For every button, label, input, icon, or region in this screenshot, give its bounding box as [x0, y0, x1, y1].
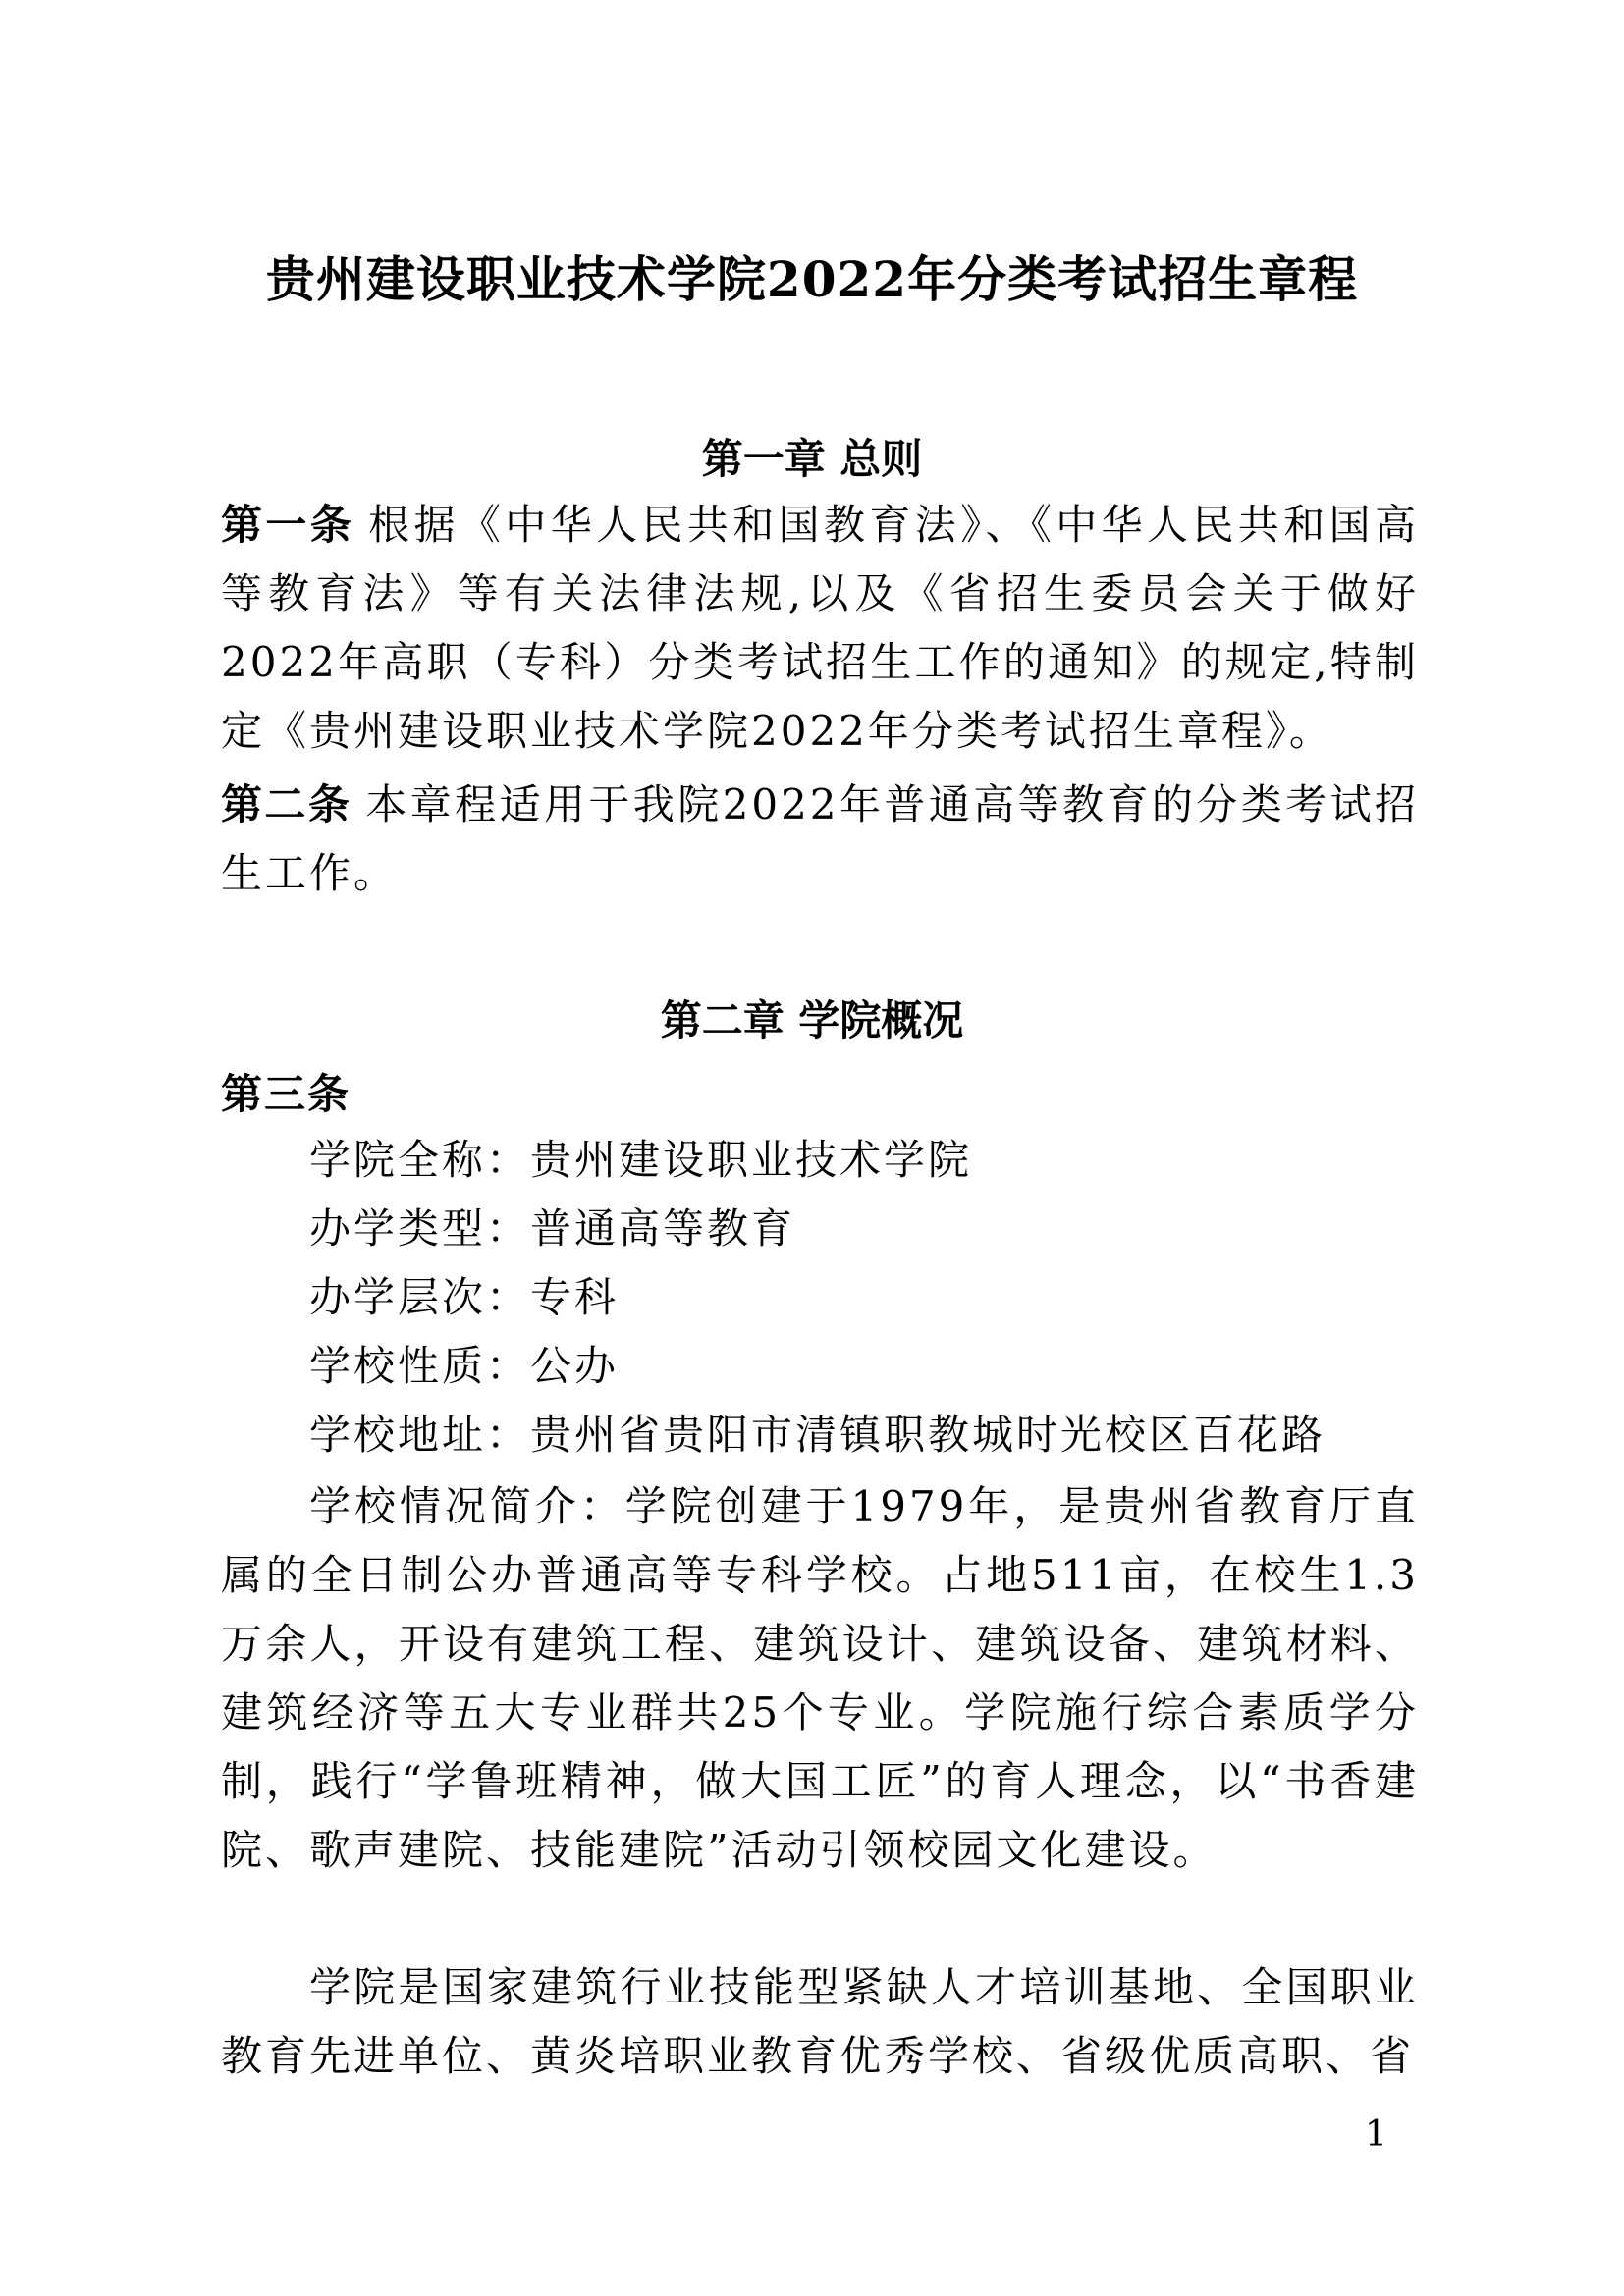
article-1-label: 第一条 — [221, 501, 355, 549]
chapter-2-heading: 第二章 学院概况 — [660, 996, 964, 1044]
school-nature-field: 学校性质：公办 — [309, 1342, 620, 1390]
article-3-label: 第三条 — [221, 1070, 352, 1118]
article-2 — [221, 771, 1419, 908]
school-level-field: 办学层次：专科 — [309, 1273, 620, 1321]
school-address-field: 学校地址：贵州省贵阳市清镇职教城时光校区百花路 — [309, 1411, 1326, 1459]
article-2-label: 第二条 — [221, 780, 352, 828]
document-title: 贵州建设职业技术学院2022年分类考试招生章程 — [265, 250, 1359, 308]
chapter-1-heading: 第一章 总则 — [701, 435, 923, 483]
school-intro-paragraph: 学校情况简介：学院创建于1979年，是贵州省教育厅直属的全日制公办普通高等专科学校。占地511亩，在校生1.3万余人，开设有建筑工程、建筑设计、建筑设备、建筑材料、建筑经济等五大专业群共25个专业。学院施行综合素质学分制，践行“学鲁班精神，做大国工匠”的育人理念，以“书香建院、歌声建院、技能建院”活动引领校园文化建设。 — [221, 1482, 1419, 1874]
full-name-field: 学院全称：贵州建设职业技术学院 — [309, 1136, 973, 1184]
school-type-field: 办学类型：普通高等教育 — [309, 1204, 796, 1253]
article-1 — [221, 491, 1419, 766]
article-2-text: 本章程适用于我院2022年普通高等教育的分类考试招生工作。 — [221, 780, 1419, 897]
article-1-text: 根据《中华人民共和国教育法》、《中华人民共和国高等教育法》等有关法律法规,以及《省招生委员会关于做好2022年高职（专科）分类考试招生工作的通知》的规定,特制定《贵州建设职业技术学院2022年分类考试招生章程》。 — [221, 501, 1419, 755]
school-honors-paragraph: 学院是国家建筑行业技能型紧缺人才培训基地、全国职业教育先进单位、黄炎培职业教育优秀学校、省级优质高职、省 — [221, 1963, 1419, 2080]
page-number: 1 — [1365, 2114, 1387, 2155]
